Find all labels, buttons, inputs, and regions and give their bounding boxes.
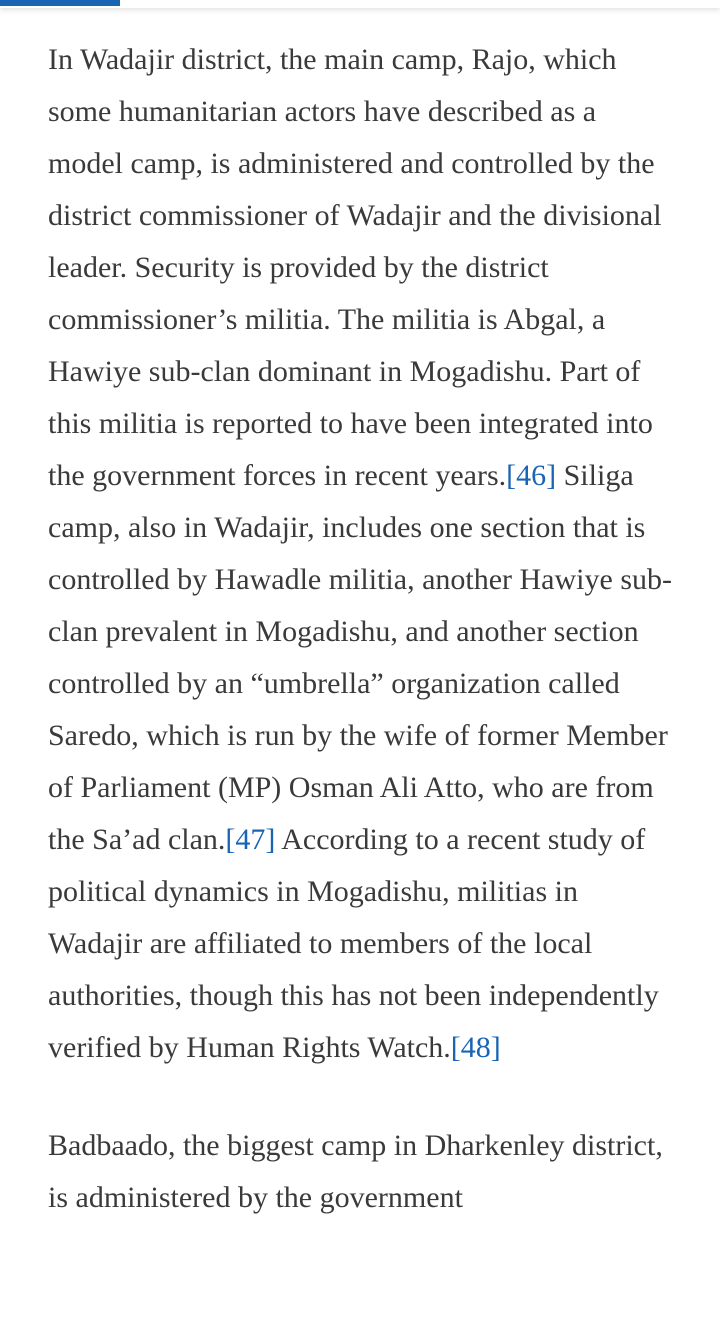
paragraph-wadajir: [48, 34, 678, 1074]
reading-progress-bar: [0, 0, 720, 8]
footnote-link-47[interactable]: [47]: [225, 823, 276, 856]
reading-progress-fill: [0, 0, 120, 6]
paragraph-text: In Wadajir district, the main camp, Rajo, which some humanitarian actors have described as a model camp, is administered and controlled by the district commissioner of Wadajir and the divisional leader. Security is provided by the district commissioner’s militia. The militia is Abgal, a Hawiye sub-clan dominant in Mogadishu. Part of this militia is reported to have been integrated into the government forces in recent years.: [48, 43, 662, 492]
paragraph-text: Badbaado, the biggest camp in Dharkenley district, is administered by the government: [48, 1129, 663, 1214]
paragraph-badbaado: [48, 1120, 678, 1224]
paragraph-text: Siliga camp, also in Wadajir, includes one section that is controlled by Hawadle militia, another Hawiye sub-clan prevalent in Mogadishu, and another section controlled by an “umbrella” organization called Saredo, which is run by the wife of former Member of Parliament (MP) Osman Ali Atto, who are from the Sa’ad clan.: [48, 459, 672, 856]
paragraph-text: According to a recent study of political dynamics in Mogadishu, militias in Wadajir are affiliated to members of the local authorities, though this has not been independently verified by Human Rights Watch.: [48, 823, 659, 1064]
article-body: [48, 34, 678, 1270]
footnote-link-48[interactable]: [48]: [450, 1031, 501, 1064]
footnote-link-46[interactable]: [46]: [506, 459, 557, 492]
